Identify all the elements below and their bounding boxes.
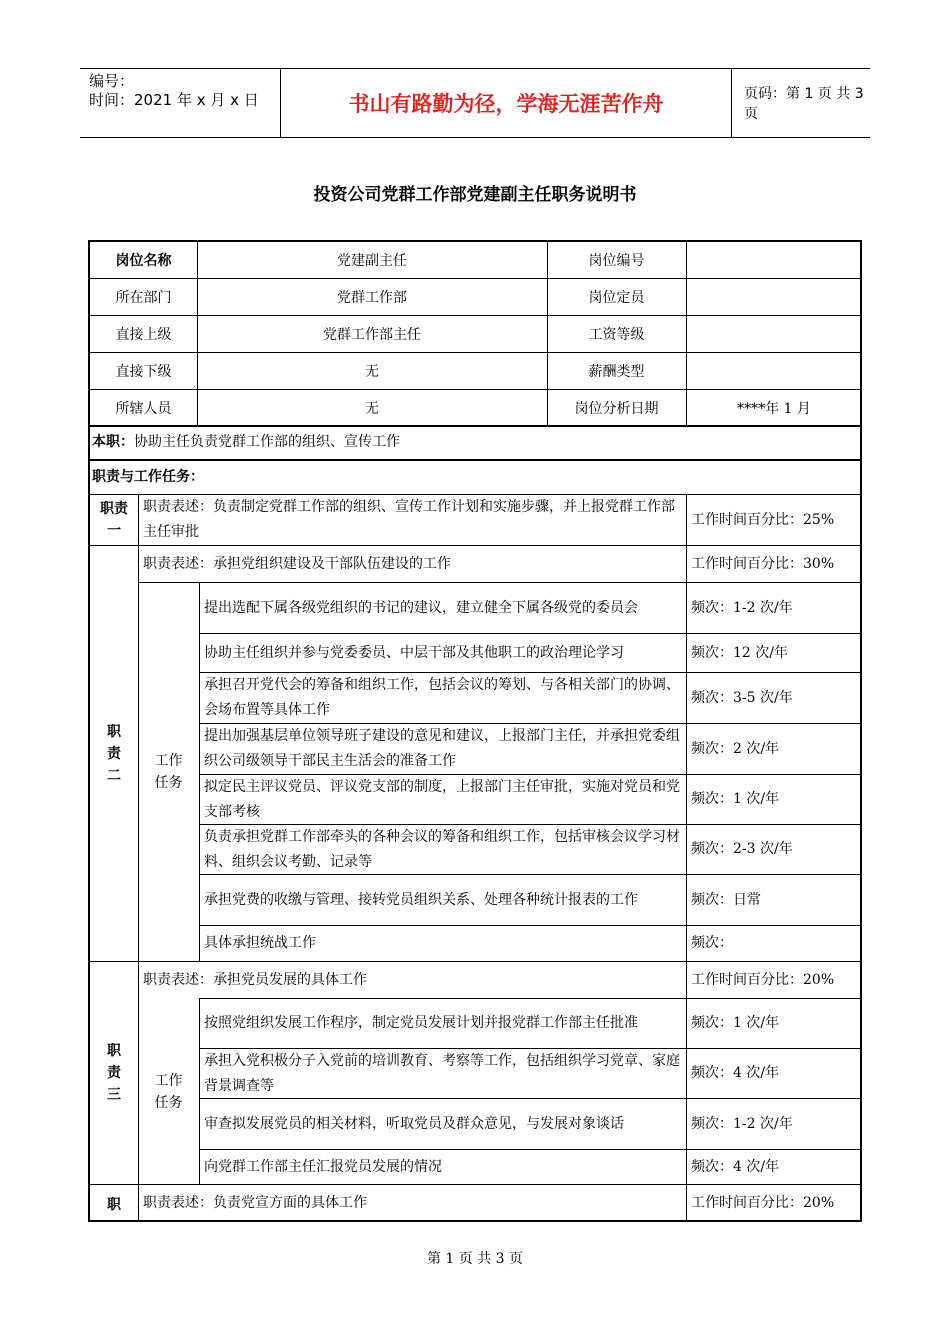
duty2-task-6: 负责承担党群工作部牵头的各种会议的筹备和组织工作，包括审核会议学习材料、组织会议考勤、记录等 <box>204 828 680 870</box>
value-salary-type <box>686 353 862 389</box>
duty2-task-1-freq: 频次：1-2 次/年 <box>691 599 793 616</box>
value-pay-grade <box>686 316 862 352</box>
grid-line <box>199 925 862 926</box>
duty2-task-2-freq: 频次：12 次/年 <box>691 644 788 661</box>
grid-line <box>199 582 200 961</box>
duty2-task-2: 协助主任组织并参与党委委员、中层干部及其他职工的政治理论学习 <box>204 644 624 661</box>
grid-line <box>199 824 862 825</box>
value-department: 党群工作部 <box>337 290 407 306</box>
header-page-label: 页码：第 1 页 共 3 页 <box>744 86 864 122</box>
duty2-task-7-freq: 频次：日常 <box>691 891 761 908</box>
document-title: 投资公司党群工作部党建副主任职务说明书 <box>313 185 637 205</box>
header-meta <box>80 69 280 137</box>
grid-line <box>90 459 862 461</box>
label-pay-grade: 工资等级 <box>588 327 645 343</box>
duty3-description: 职责表述：承担党员发展的具体工作 <box>143 971 367 988</box>
duty1-time: 工作时间百分比：25% <box>691 511 835 528</box>
value-post-code <box>686 242 862 278</box>
duty3-task-4: 向党群工作部主任汇报党员发展的情况 <box>204 1158 442 1175</box>
duty-summary-row <box>90 426 862 459</box>
doc-number-label: 编号： <box>89 72 135 90</box>
value-headcount <box>686 279 862 315</box>
duty-summary-label: 本职： <box>92 434 134 450</box>
duty3-task-2-freq: 频次：4 次/年 <box>691 1065 780 1081</box>
duty3-task-1-freq: 频次：1 次/年 <box>691 1015 780 1031</box>
grid-line <box>199 633 862 634</box>
grid-line <box>90 315 862 316</box>
grid-line <box>199 874 862 875</box>
value-subordinate: 无 <box>365 364 379 380</box>
label-staff: 所辖人员 <box>115 400 172 417</box>
label-analysis-date: 岗位分析日期 <box>574 400 659 417</box>
grid-line <box>90 278 862 279</box>
document-header <box>80 68 870 138</box>
grid-line <box>686 242 687 425</box>
duty3-label: 职责三 <box>107 1043 121 1103</box>
duty3-time: 工作时间百分比：20% <box>691 971 835 988</box>
duty2-label: 职责二 <box>107 723 121 784</box>
duty4-label: 职 <box>107 1196 121 1213</box>
grid-line <box>90 1184 862 1185</box>
grid-line <box>199 774 862 775</box>
grid-line <box>686 494 687 1222</box>
duty3-task-3-freq: 频次：1-2 次/年 <box>691 1115 793 1132</box>
grid-line <box>199 1098 862 1099</box>
duty3-task-label: 工作任务 <box>154 1072 183 1111</box>
value-analysis-date: ****年 1 月 <box>737 400 811 417</box>
value-superior: 党群工作部主任 <box>323 327 421 343</box>
grid-line <box>90 961 862 962</box>
duty1-description: 职责表述：负责制定党群工作部的组织、宣传工作计划和实施步骤，并上报党群工作部主任审批 <box>143 499 675 540</box>
duty4-description: 职责表述：负责党宣方面的具体工作 <box>143 1195 367 1211</box>
grid-line <box>90 545 862 546</box>
grid-line <box>199 998 200 1184</box>
duty2-task-4: 提出加强基层单位领导班子建设的意见和建议，上报部门主任，并承担党委组织公司级领导干部民主生活会的准备工作 <box>204 728 680 769</box>
grid-line <box>686 998 862 999</box>
duty2-task-7: 承担党费的收缴与管理、接转党员组织关系、处理各种统计报表的工作 <box>204 891 638 908</box>
label-department: 所在部门 <box>115 290 172 306</box>
value-staff: 无 <box>365 400 379 417</box>
label-headcount: 岗位定员 <box>588 290 645 306</box>
duty2-time: 工作时间百分比：30% <box>691 555 835 572</box>
duty-summary-text: 协助主任负责党群工作部的组织、宣传工作 <box>134 434 400 450</box>
grid-line <box>138 582 862 583</box>
duty2-task-1: 提出选配下属各级党组织的书记的建议，建立健全下属各级党的委员会 <box>204 599 638 616</box>
label-subordinate: 直接下级 <box>115 364 172 380</box>
grid-line <box>199 1149 862 1150</box>
label-post-code: 岗位编号 <box>588 253 645 269</box>
duty2-task-3: 承担召开党代会的筹备和组织工作，包括会议的筹划、与各相关部门的协调、会场布置等具体工作 <box>204 677 680 718</box>
duty3-task-2: 承担入党积极分子入党前的培训教育、考察等工作，包括组织学习党章、家庭背景调查等 <box>204 1052 680 1094</box>
duty2-task-5-freq: 频次：1 次/年 <box>691 791 780 807</box>
label-salary-type: 薪酬类型 <box>588 364 645 380</box>
duty2-task-8-freq: 频次： <box>691 935 733 951</box>
grid-line <box>90 389 862 390</box>
label-post-name: 岗位名称 <box>115 253 172 269</box>
header-slogan: 书山有路勤为径，学海无涯苦作舟 <box>280 69 732 137</box>
grid-line <box>90 352 862 353</box>
grid-line <box>197 242 198 425</box>
duty2-task-5: 拟定民主评议党员、评议党支部的制度，上报部门主任审批，实施对党员和党支部考核 <box>204 778 680 820</box>
duties-header: 职责与工作任务： <box>92 468 204 485</box>
duty2-task-3-freq: 频次：3-5 次/年 <box>691 689 793 706</box>
grid-line <box>138 494 139 1222</box>
duty1-label: 职责一 <box>100 501 128 539</box>
duty4-time: 工作时间百分比：20% <box>691 1195 835 1211</box>
job-description-table <box>88 240 862 1222</box>
doc-date-label: 时间：2021 年 x 月 x 日 <box>89 91 259 109</box>
duty3-task-4-freq: 频次：4 次/年 <box>691 1158 780 1175</box>
duty2-task-4-freq: 频次：2 次/年 <box>691 740 780 757</box>
grid-line <box>199 723 862 724</box>
grid-line <box>199 672 862 673</box>
duty3-task-3: 审查拟发展党员的相关材料，听取党员及群众意见，与发展对象谈话 <box>204 1115 624 1132</box>
grid-line <box>547 242 548 425</box>
duty2-task-8: 具体承担统战工作 <box>204 935 316 951</box>
duty2-task-label: 工作任务 <box>154 753 183 791</box>
page-footer: 第 1 页 共 3 页 <box>426 1251 524 1267</box>
grid-line <box>90 494 862 495</box>
grid-line <box>199 1048 862 1049</box>
value-post-name: 党建副主任 <box>337 253 407 269</box>
duty2-description: 职责表述：承担党组织建设及干部队伍建设的工作 <box>143 555 451 572</box>
duty2-task-6-freq: 频次：2-3 次/年 <box>691 841 793 857</box>
duty3-task-1: 按照党组织发展工作程序，制定党员发展计划并报党群工作部主任批准 <box>204 1015 638 1031</box>
label-superior: 直接上级 <box>115 327 172 343</box>
grid-line <box>90 425 862 427</box>
